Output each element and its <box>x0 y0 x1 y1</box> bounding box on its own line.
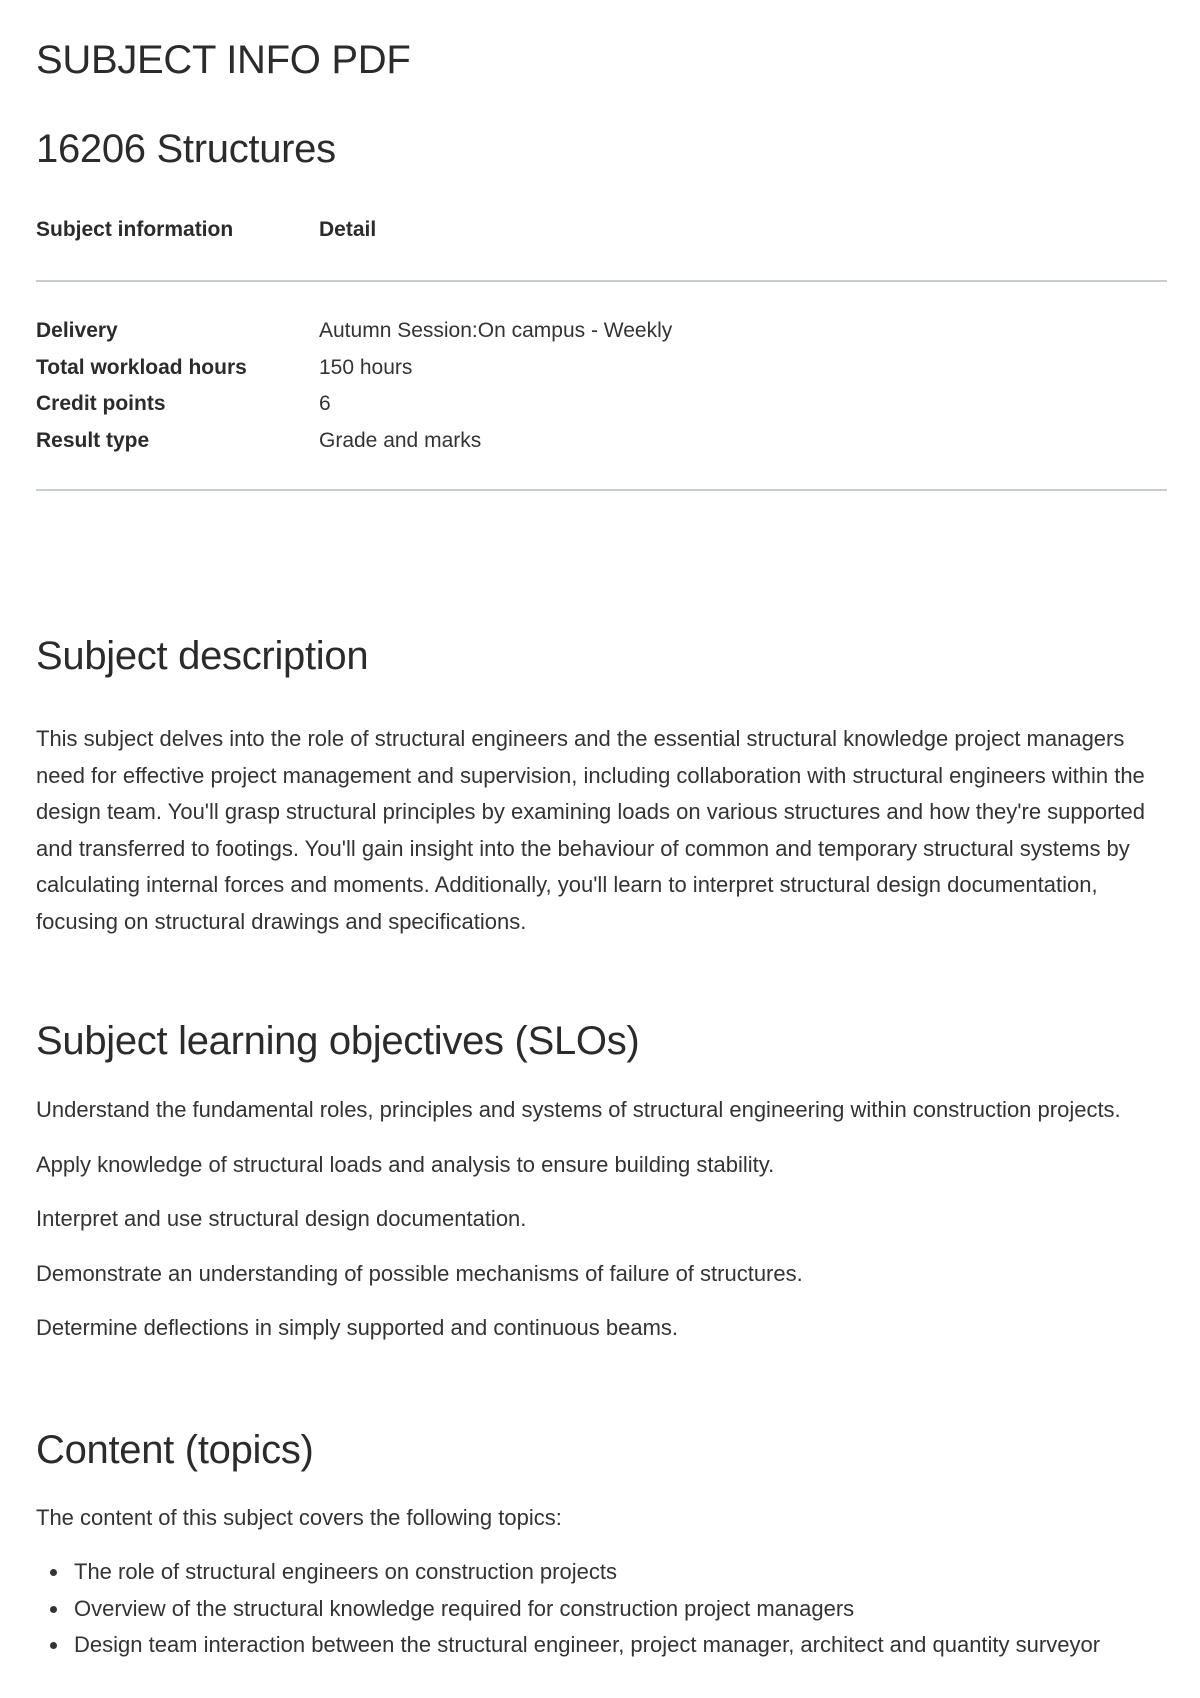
info-row-credit-points <box>36 389 1167 426</box>
topic-text: Overview of the structural knowledge required for construction project managers <box>74 1595 855 1621</box>
list-item <box>74 1591 1167 1628</box>
info-value: 150 hours <box>319 355 413 379</box>
info-value: Grade and marks <box>319 428 482 452</box>
info-table-head-row <box>36 215 1167 245</box>
bullet-icon <box>50 1569 57 1576</box>
info-label: Result type <box>36 428 150 452</box>
description-text: This subject delves into the role of structural engineers and the essential structural knowledge project managers need for effective project management and supervision, including collaboration with structural engineers within the design team. You'll grasp structural principles by examining loads on various structures and how they're supported and transferred to footings. You'll gain insight into the behaviour of common and temporary structural systems by calculating internal forces and moments. Additionally, you'll learn to interpret structural design documentation, focusing on structural drawings and specifications. <box>36 726 1146 934</box>
slo-item: Demonstrate an understanding of possible mechanisms of failure of structures. <box>36 1260 803 1286</box>
document-title: SUBJECT INFO PDF <box>36 38 411 82</box>
list-item <box>74 1554 1167 1591</box>
content-intro: The content of this subject covers the following topics: <box>36 1505 562 1530</box>
slo-heading: Subject learning objectives (SLOs) <box>36 1019 640 1063</box>
content-heading: Content (topics) <box>36 1428 314 1472</box>
info-header-key: Subject information <box>36 218 234 241</box>
slo-item: Interpret and use structural design documentation. <box>36 1206 527 1231</box>
info-header-value: Detail <box>319 218 377 241</box>
slo-item: Determine deflections in simply supported and continuous beams. <box>36 1315 679 1340</box>
table-divider-top <box>36 280 1167 282</box>
slo-item: Understand the fundamental roles, principles and systems of structural engineering within construction projects. <box>36 1097 1121 1122</box>
topic-list <box>36 1554 1167 1664</box>
info-row-result-type <box>36 426 1167 463</box>
subject-info-rows <box>36 316 1167 462</box>
info-value: Autumn Session:On campus - Weekly <box>319 319 673 342</box>
bullet-icon <box>50 1642 57 1649</box>
slo-item: Apply knowledge of structural loads and analysis to ensure building stability. <box>36 1151 775 1177</box>
topic-text: The role of structural engineers on construction projects <box>74 1559 617 1584</box>
topic-text: Design team interaction between the structural engineer, project manager, architect and quantity surveyor <box>74 1632 1101 1657</box>
info-label: Delivery <box>36 319 118 342</box>
subject-title: 16206 Structures <box>36 127 336 171</box>
bullet-icon <box>50 1606 57 1613</box>
table-divider-bottom <box>36 489 1167 491</box>
subject-info-table-header <box>36 215 1167 245</box>
slo-list <box>36 1092 1167 1365</box>
info-value: 6 <box>319 392 331 415</box>
description-heading: Subject description <box>36 634 369 678</box>
info-row-delivery <box>36 316 1167 353</box>
info-label: Credit points <box>36 392 166 415</box>
info-label: Total workload hours <box>36 355 247 379</box>
list-item <box>74 1627 1167 1664</box>
info-row-workload <box>36 353 1167 390</box>
